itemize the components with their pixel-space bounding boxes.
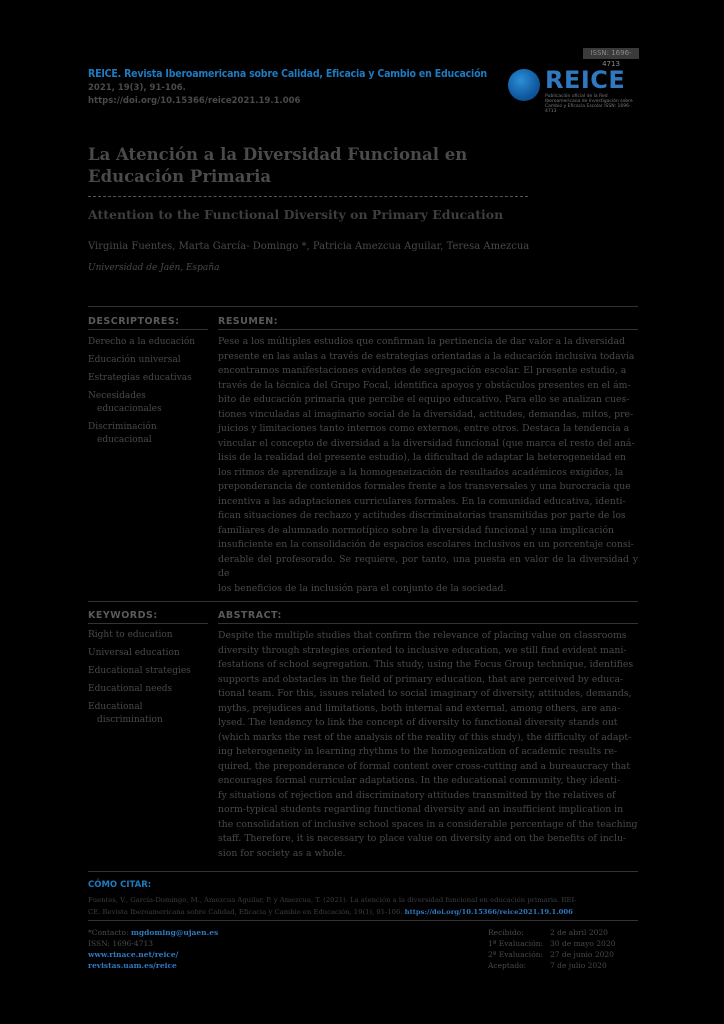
issn-badge: ISSN: 1696-4713 [583,48,639,59]
article-affiliation: Universidad de Jaén, España [88,263,220,273]
resumen-line: preponderancia de contenidos formales frente a los transversales y una burocracia que [218,481,631,492]
resumen-line: vincular el concepto de diversidad a la diversidad funcional (que marca el resto del aná- [218,437,635,449]
abstract-line: fy situations of rejection and discriminatory attitudes transmitted by the relatives of [218,789,616,801]
journal-volume: 2021, 19(3), 91-106. [88,83,186,93]
footer-dates [488,927,615,971]
keyword-item-cont: discrimination [97,715,163,725]
article-title-en: Attention to the Functional Diversity on Primary Education [88,207,504,222]
abstract-line: the consolidation of inclusive school spaces in a considerable percentage of the teaching [218,818,638,830]
abstract-line: diversity through strategies oriented to inclusive education, we still find evident mani- [218,644,627,656]
resumen-line: los ritmos de aprendizaje a la homogeneización de resultados académicos exigidos, la [218,466,624,478]
section-rule [218,329,638,330]
keyword-item: Universal education [88,648,180,658]
descriptor-item-cont: educacional [97,435,152,445]
resumen-line: los beneficios de la inclusión para el conjunto de la sociedad. [218,582,507,594]
resumen-line: encontramos manifestaciones evidentes de segregación escolar. El presente estudio, a [218,365,627,376]
descriptor-item: Educación universal [88,355,181,365]
globe-icon [508,69,540,101]
date-row [488,938,615,949]
contact-label: *Contacto: [88,928,129,937]
contact-email-link[interactable]: mgdoming@ujaen.es [130,928,219,937]
date-row [488,927,615,938]
citation-line: Fuentes, V., García-Domingo, M., Amezcua Aguilar, P. y Amezcua, T. (2021). La atención a la diversidad funcional en educación primaria. REI- [88,896,577,904]
footer-url-rinace[interactable]: www.rinace.net/reice/ [88,950,179,959]
resumen-line: través de la técnica del Grupo Focal, identifica apoyos y obstáculos presentes en el ám- [218,379,631,391]
abstract-line: tional team. For this, issues related to social imaginary of diversity, attitudes, demands, [218,688,632,699]
descriptor-item-cont: educacionales [97,404,162,414]
resumen-line: derable del profesorado. Se requiere, por tanto, una puesta en valor de la diversidad y de [218,553,638,579]
section-rule [88,601,638,602]
resumen-line: Pese a los múltiples estudios que confirman la pertinencia de dar valor a la diversidad [218,336,625,347]
keyword-item: Educational [88,702,143,712]
date-row [488,960,615,971]
resumen-line: juicios y limitaciones tanto internos como externos, entre otros. Destaca la tendencia a [218,423,630,434]
abstract-line: supports and obstacles in the field of primary education, that are perceived by educa- [218,673,624,685]
abstract-line: norm-typical students regarding functional diversity and an insufficient implication in [218,804,624,815]
resumen-line: presente en las aulas a través de estrategias orientadas a la educación inclusiva todavía [218,350,635,362]
descriptores-heading: DESCRIPTORES: [88,316,180,327]
resumen-line: incentiva a las adaptaciones curriculares formales. En la comunidad educativa, identi- [218,495,626,507]
abstract-line: festations of school segregation. This study, using the Focus Group technique, identifies [218,659,634,670]
section-rule [88,871,638,872]
abstract-line: staff. Therefore, it is necessary to place value on diversity and on the benefits of inclu- [218,833,627,844]
descriptor-item: Estrategias educativas [88,373,192,383]
article-authors: Virginia Fuentes, Marta García- Domingo *, Patricia Amezcua Aguilar, Teresa Amezcua [88,241,530,252]
resumen-line: fican situaciones de rechazo y actitudes discriminatorias transmitidas por parte de los [218,510,626,521]
date-value: 30 de mayo 2020 [550,939,616,948]
date-label: 1ª Evaluación: [488,939,544,948]
keyword-item: Right to education [88,630,173,640]
section-rule [88,623,208,624]
date-row [488,949,615,960]
descriptor-item: Necesidades [88,391,146,401]
logo-subtitle: Publicación oficial de la Red Iberoamericana de Investigación sobre Cambio y Eficacia Escolar ISSN: 1696-4713 [545,94,633,114]
section-rule [88,920,638,921]
date-value: 2 de abril 2020 [550,928,608,937]
footer-contact [88,927,218,971]
citation-text [88,894,633,918]
date-value: 27 de junio 2020 [550,950,614,959]
resumen-heading: RESUMEN: [218,316,279,327]
citation-heading: CÓMO CITAR: [88,880,152,890]
keyword-item: Educational needs [88,684,173,694]
citation-line: CE. Revista Iberoamericana sobre Calidad, Eficacia y Cambio en Educación, 19(1), 91-106. [88,908,403,916]
resumen-line: tiones vinculadas al imaginario social de la diversidad, actitudes, demandas, mitos, pre- [218,408,634,420]
journal-doi-link[interactable]: https://doi.org/10.15366/reice2021.19.1.006 [88,96,301,106]
abstract-line: sion for society as a whole. [218,847,346,859]
citation-line-2 [88,906,633,918]
resumen-line: lisis de la realidad del presente estudio), la dificultad de adaptar la heterogeneidad en [218,452,626,463]
footer-url-uam[interactable]: revistas.uam.es/reice [88,961,177,970]
descriptores-list [88,336,213,452]
footer-issn: ISSN: 1696-4713 [88,939,154,948]
descriptor-item: Discriminación [88,422,157,432]
section-rule [218,623,638,624]
article-title-es: La Atención a la Diversidad Funcional en Educación Primaria [88,145,468,186]
resumen-line: insuficiente en la consolidación de espacios escolares inclusivos en un porcentaje consi- [218,539,634,550]
abstract-line: encourages formal curricular adaptations. In the educational community, they identi- [218,775,621,786]
citation-doi-link[interactable]: https://doi.org/10.15366/reice2021.19.1.006 [404,908,573,916]
section-rule [88,306,638,307]
logo-text: REICE [545,66,626,94]
keywords-heading: KEYWORDS: [88,610,158,621]
date-label: 2ª Evaluación: [488,950,544,959]
date-label: Aceptado: [488,961,527,970]
keywords-list [88,629,213,732]
abstract-heading: ABSTRACT: [218,610,282,621]
abstract-line: (which marks the rest of the analysis of the reality of this study), the difficulty of adapt- [218,731,632,743]
abstract-line: lysed. The tendency to link the concept of diversity to functional diversity stands out [218,717,618,728]
descriptor-item: Derecho a la educación [88,337,196,347]
abstract-line: ing heterogeneity in learning rhythms to the homogenization of academic results re- [218,746,618,757]
abstract-line: Despite the multiple studies that confirm the relevance of placing value on classrooms [218,630,627,641]
keyword-item: Educational strategies [88,666,191,676]
abstract-line: quired, the preponderance of formal content over cross-cutting and a bureaucracy that [218,760,631,772]
journal-name[interactable]: REICE. Revista Iberoamericana sobre Calidad, Eficacia y Cambio en Educación [88,68,487,80]
resumen-line: familiares de alumnado normotípico sobre la diversidad funcional y una implicación [218,524,615,536]
title-divider [88,196,528,197]
date-label: Recibido: [488,928,524,937]
resumen-line: bito de educación primaria que percibe el equipo educativo. Para ello se analizan cues- [218,394,630,405]
resumen-body [218,335,638,596]
reice-logo [508,66,638,114]
date-value: 7 de julio 2020 [550,961,607,970]
section-rule [88,329,208,330]
abstract-line: myths, prejudices and limitations, both internal and external, among others, are ana- [218,702,621,714]
abstract-body [218,629,638,861]
